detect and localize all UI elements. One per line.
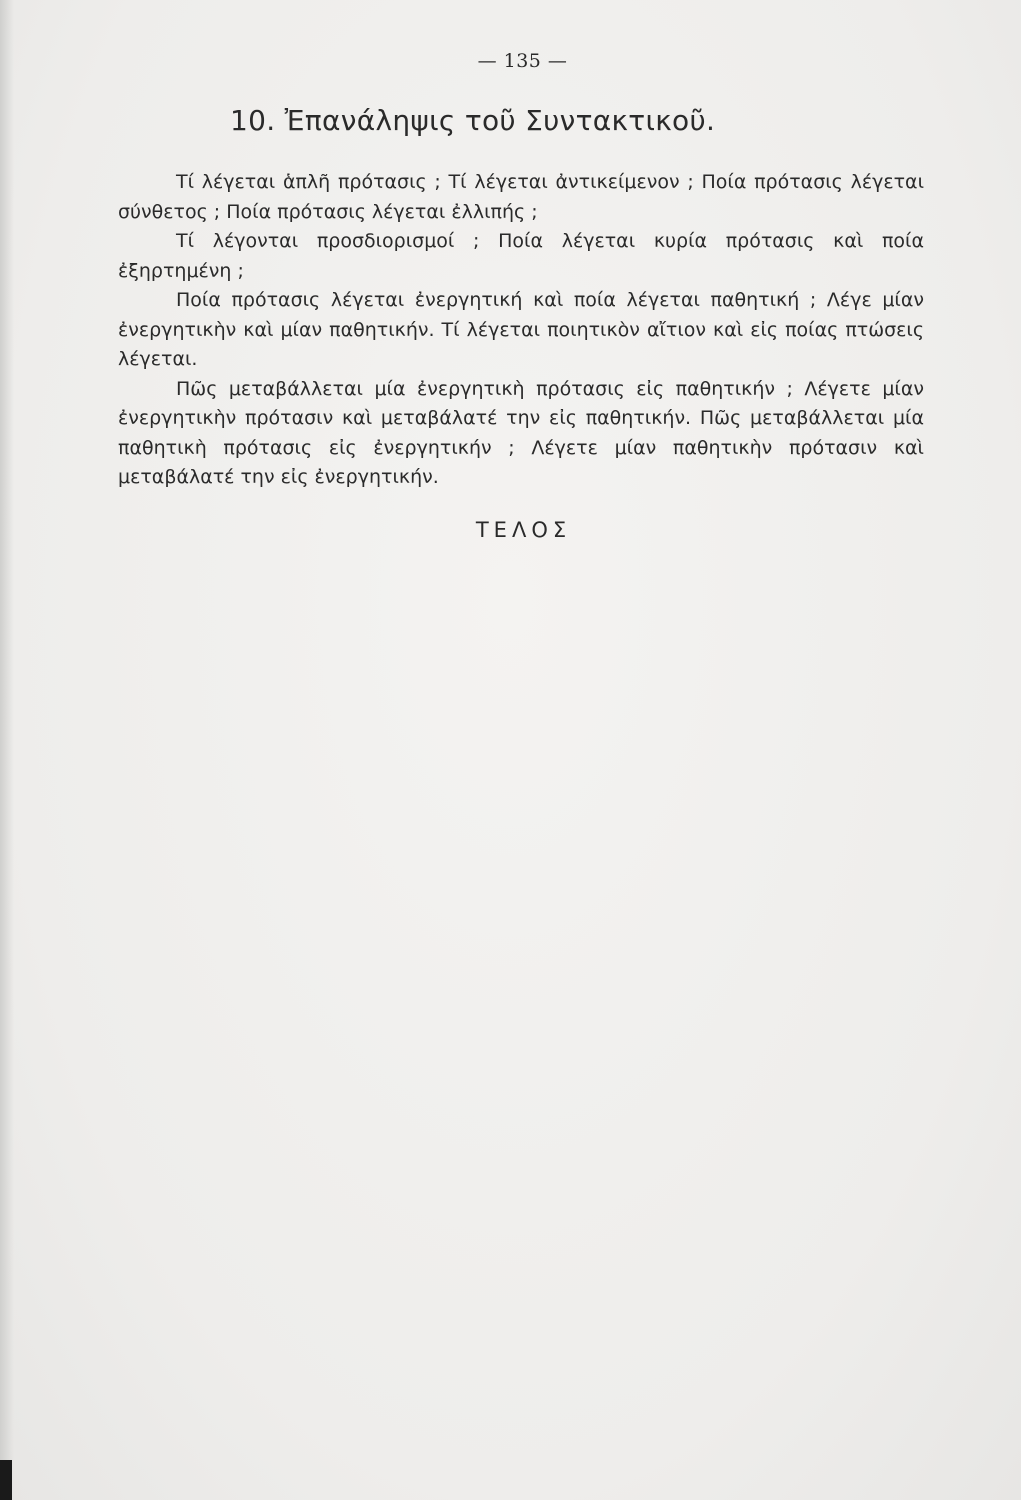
page-edge-shadow	[0, 0, 14, 1500]
section-heading: 10. Ἐπανάληψις τοῦ Συντακτικοῦ.	[230, 104, 716, 137]
scan-corner-mark	[0, 1460, 12, 1500]
paragraph: Ποία πρότασις λέγεται ἐνεργητική καὶ ποία λέγεται παθητική ; Λέγε μίαν ἐνεργητικὴν καὶ μίαν παθητικήν. Τί λέγεται ποιητικὸν αἴτιον καὶ εἰς ποίας πτώσεις λέγεται.	[118, 289, 924, 370]
paragraph: Πῶς μεταβάλλεται μία ἐνεργητικὴ πρότασις εἰς παθητικήν ; Λέγετε μίαν ἐνεργητικὴν πρότασιν καὶ μεταβάλατέ την εἰς παθητικήν. Πῶς μεταβάλλεται μία παθητικὴ πρότασις εἰς ἐνεργητικήν ; Λέγετε μίαν παθητικὴν πρότασιν καὶ μεταβάλατέ την εἰς ἐνεργητικήν.	[118, 377, 924, 488]
paragraph: Τί λέγονται προσδιορισμοί ; Ποία λέγεται κυρία πρότασις καὶ ποία ἐξηρτημένη ;	[118, 230, 924, 282]
paragraph: Τί λέγεται ἁπλῆ πρότασις ; Τί λέγεται ἀντικείμενον ; Ποία πρότασις λέγεται σύνθετος ; Ποία πρότασις λέγεται ἐλλιπής ;	[118, 171, 924, 223]
page-number: — 135 —	[477, 50, 568, 72]
end-mark: ΤΕΛΟΣ	[475, 518, 572, 542]
section-body	[118, 168, 924, 493]
